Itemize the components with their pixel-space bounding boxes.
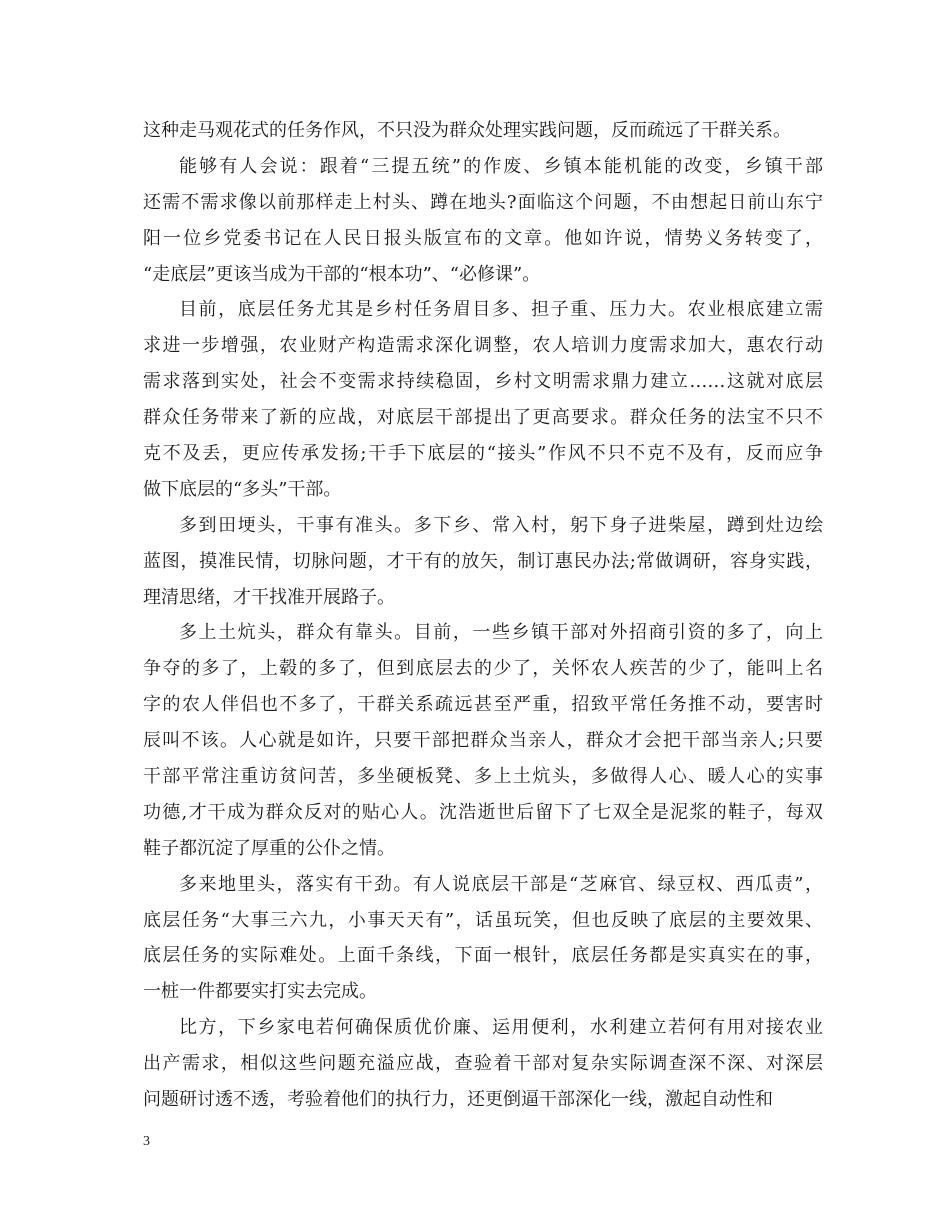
- page-number: 3: [143, 1134, 150, 1149]
- text-line: 多上土炕头，群众有靠头。目前，一些乡镇干部对外招商引资的多了，向上: [179, 622, 823, 644]
- text-line: 还需不需求像以前那样走上村头、蹲在地头?面临这个问题，不由想起日前山东宁: [143, 191, 823, 213]
- paragraph: [143, 1010, 823, 1118]
- text-line: 问题研讨透不透，考验着他们的执行力，还更倒逼干部深化一线，激起自动性和: [143, 1089, 773, 1111]
- text-line: 这种走马观花式的任务作风，不只没为群众处理实践问题，反而疏远了干群关系。: [143, 120, 791, 141]
- text-line: 目前，底层任务尤其是乡村任务眉目多、担子重、压力大。农业根底建立需: [179, 299, 823, 321]
- text-line: 克不及丢，更应传承发扬;干手下底层的“接头”作风不只不克不及有，反而应争: [143, 443, 823, 465]
- text-line: 需求落到实处，社会不变需求持续稳固，乡村文明需求鼎力建立……这就对底层: [143, 371, 823, 393]
- text-line: 阳一位乡党委书记在人民日报头版宣布的文章。他如许说，情势义务转变了，: [143, 227, 823, 249]
- text-line: “走底层”更该当成为干部的“根本功”、“必修课”。: [143, 263, 541, 285]
- text-line: 出产需求，相似这些问题充溢应战，查验着干部对复杂实际调查深不深、对深层: [143, 1053, 823, 1075]
- text-line: 多来地里头，落实有干劲。有人说底层干部是“芝麻官、绿豆权、西瓜责”，: [179, 873, 823, 895]
- paragraph: [143, 615, 823, 866]
- paragraph: [143, 292, 823, 507]
- text-line: 多到田埂头，干事有准头。多下乡、常入村，躬下身子进柴屋，蹲到灶边绘: [179, 514, 823, 536]
- paragraph: [143, 113, 823, 149]
- text-line: 比方，下乡家电若何确保质优价廉、运用便利，水利建立若何有用对接农业: [179, 1017, 823, 1039]
- text-line: 一桩一件都要实打实去完成。: [143, 981, 377, 1003]
- text-line: 争夺的多了，上毂的多了，但到底层去的少了，关怀农人疾苦的少了，能叫上名: [143, 658, 823, 680]
- document-body: [143, 113, 823, 1118]
- paragraph: [143, 508, 823, 616]
- text-line: 底层任务“大事三六九，小事天天有”，话虽玩笑，但也反映了底层的主要效果、: [143, 909, 823, 931]
- text-line: 蓝图，摸准民情，切脉问题，才干有的放矢，制订惠民办法;常做调研，容身实践，: [143, 550, 823, 572]
- text-line: 鞋子都沉淀了厚重的公仆之情。: [143, 837, 395, 859]
- text-line: 理清思绪，才干找准开展路子。: [143, 586, 395, 608]
- paragraph: [143, 867, 823, 1011]
- paragraph: [143, 149, 823, 293]
- text-line: 群众任务带来了新的应战，对底层干部提出了更高要求。群众任务的法宝不只不: [143, 407, 823, 429]
- text-line: 字的农人伴侣也不多了，干群关系疏远甚至严重，招致平常任务推不动，要害时: [143, 694, 823, 716]
- text-line: 辰叫不该。人心就是如许，只要干部把群众当亲人，群众才会把干部当亲人;只要: [143, 730, 823, 752]
- text-line: 做下底层的“多头”干部。: [143, 478, 342, 500]
- text-line: 功德,才干成为群众反对的贴心人。沈浩逝世后留下了七双全是泥浆的鞋子，每双: [143, 801, 823, 823]
- text-line: 求进一步增强，农业财产构造需求深化调整，农人培训力度需求加大，惠农行动: [143, 335, 823, 357]
- text-line: 能够有人会说：跟着“三提五统”的作废、乡镇本能机能的改变，乡镇干部: [179, 155, 823, 177]
- text-line: 干部平常注重访贫问苦，多坐硬板凳、多上土炕头，多做得人心、暖人心的实事: [143, 766, 823, 788]
- text-line: 底层任务的实际难处。上面千条线，下面一根针，底层任务都是实真实在的事，: [143, 945, 823, 967]
